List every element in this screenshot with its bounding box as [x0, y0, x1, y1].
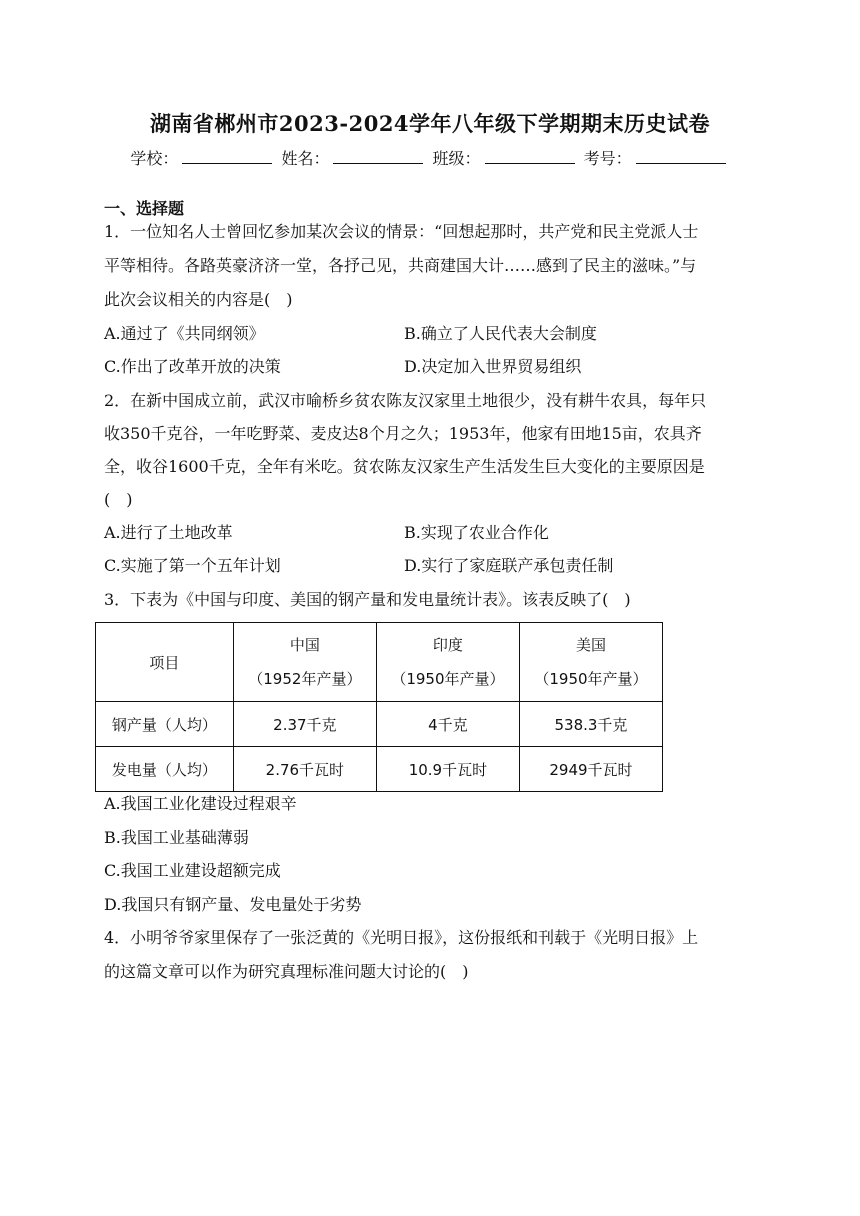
q3-option-c: C.我国工业建设超额完成 — [104, 861, 281, 880]
q4-line-1: 4．小明爷爷家里保存了一张泛黄的《光明日报》，这份报纸和刊载于《光明日报》上 — [104, 928, 699, 947]
header-country: 印度 — [432, 636, 463, 654]
table-cell: 2949千瓦时 — [519, 747, 662, 792]
name-label: 姓名： — [281, 149, 330, 168]
q3-option-d: D.我国只有钢产量、发电量处于劣势 — [104, 895, 362, 914]
table-row — [96, 702, 663, 747]
header-year: （1950年产量） — [391, 670, 505, 688]
q3-option-a: A.我国工业化建设过程艰辛 — [104, 794, 297, 813]
q2-line-2: 收350千克谷，一年吃野菜、麦皮达8个月之久；1953年，他家有田地15亩，农具齐 — [104, 424, 702, 443]
q3-line-1: 3．下表为《中国与印度、美国的钢产量和发电量统计表》。该表反映了( ) — [104, 590, 631, 609]
q1-option-c: C.作出了改革开放的决策 — [104, 357, 281, 376]
table-cell: 2.37千克 — [233, 702, 376, 747]
class-blank — [485, 149, 575, 164]
steel-power-stats-table — [95, 622, 663, 792]
q1-option-d: D.决定加入世界贸易组织 — [404, 357, 582, 376]
table-header-row — [96, 623, 663, 702]
q2-line-1: 2．在新中国成立前，武汉市喻桥乡贫农陈友汉家里土地很少，没有耕牛农具，每年只 — [104, 391, 707, 410]
q1-line-3: 此次会议相关的内容是( ) — [104, 290, 293, 309]
table-cell: 4千克 — [376, 702, 519, 747]
row-label-steel: 钢产量（人均） — [96, 702, 234, 747]
header-year: （1952年产量） — [248, 670, 362, 688]
table-cell: 2.76千瓦时 — [233, 747, 376, 792]
exam-number-blank — [636, 149, 726, 164]
q3-option-b: B.我国工业基础薄弱 — [104, 828, 249, 847]
table-cell: 538.3千克 — [519, 702, 662, 747]
q1-line-2: 平等相待。各路英豪济济一堂，各抒己见，共商建国大计……感到了民主的滋味。”与 — [104, 256, 697, 275]
class-label: 班级： — [432, 149, 481, 168]
table-cell: 10.9千瓦时 — [376, 747, 519, 792]
exam-number-label: 考号： — [583, 149, 632, 168]
q2-line-4: ( ) — [104, 490, 133, 509]
row-label-power: 发电量（人均） — [96, 747, 234, 792]
q2-option-d: D.实行了家庭联产承包责任制 — [404, 556, 614, 575]
header-cell-usa — [519, 623, 662, 702]
q2-option-c: C.实施了第一个五年计划 — [104, 556, 281, 575]
school-label: 学校： — [130, 149, 179, 168]
school-blank — [182, 149, 272, 164]
exam-title: 湖南省郴州市2023-2024学年八年级下学期期末历史试卷 — [149, 111, 711, 136]
q2-option-a: A.进行了土地改革 — [104, 523, 233, 542]
table-corner-cell: 项目 — [96, 623, 234, 702]
header-year: （1950年产量） — [534, 670, 648, 688]
q2-option-b: B.实现了农业合作化 — [404, 523, 549, 542]
q2-line-3: 全，收谷1600千克，全年有米吃。贫农陈友汉家生产生活发生巨大变化的主要原因是 — [104, 457, 705, 476]
header-cell-india — [376, 623, 519, 702]
q4-line-2: 的这篇文章可以作为研究真理标准问题大讨论的( ) — [104, 962, 469, 981]
student-info-row — [0, 146, 860, 169]
section-heading: 一、选择题 — [104, 199, 185, 218]
header-country: 中国 — [289, 636, 320, 654]
table-row — [96, 747, 663, 792]
header-cell-china — [233, 623, 376, 702]
header-country: 美国 — [575, 636, 606, 654]
q1-line-1: 1．一位知名人士曾回忆参加某次会议的情景：“回想起那时，共产党和民主党派人士 — [104, 222, 699, 241]
q1-option-a: A.通过了《共同纲领》 — [104, 324, 265, 343]
q1-option-b: B.确立了人民代表大会制度 — [404, 324, 597, 343]
name-blank — [333, 149, 423, 164]
